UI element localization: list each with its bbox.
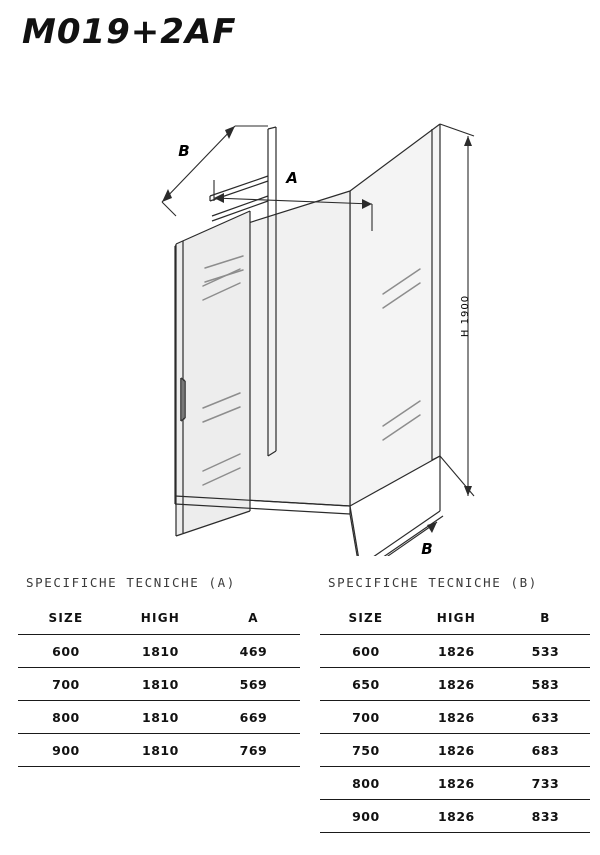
cell-size: 750 — [320, 734, 412, 767]
shower-enclosure-drawing — [0, 56, 600, 556]
page-title: M019+2AF — [22, 12, 237, 52]
cell-high: 1810 — [114, 734, 207, 767]
table-row — [320, 635, 590, 668]
spec-table-b-grid — [320, 602, 590, 833]
cell-size: 800 — [320, 767, 412, 800]
table-row — [320, 734, 590, 767]
cell-high: 1826 — [412, 734, 501, 767]
cell-high: 1810 — [114, 701, 207, 734]
spec-table-b — [320, 575, 590, 833]
table-row — [18, 635, 300, 668]
cell-high: 1826 — [412, 635, 501, 668]
table-row — [320, 701, 590, 734]
table-header-row — [18, 602, 300, 635]
hinged-door-panel — [176, 211, 250, 536]
cell-size: 650 — [320, 668, 412, 701]
column-header-size: SIZE — [320, 602, 412, 635]
table-row — [320, 668, 590, 701]
column-header-high: HIGH — [412, 602, 501, 635]
cell-size: 900 — [320, 800, 412, 833]
cell-high: 1826 — [412, 800, 501, 833]
cell-b: 533 — [501, 635, 590, 668]
dimension-label-b-bottom: B — [421, 540, 433, 556]
spec-table-b-caption: SPECIFICHE TECNICHE (B) — [328, 575, 538, 590]
cell-a: 669 — [207, 701, 300, 734]
column-header-size: SIZE — [18, 602, 114, 635]
column-header-a: A — [207, 602, 300, 635]
column-header-b: B — [501, 602, 590, 635]
spec-table-a-grid — [18, 602, 300, 767]
dimension-label-a: A — [286, 169, 298, 187]
cell-high: 1826 — [412, 701, 501, 734]
cell-size: 800 — [18, 701, 114, 734]
spec-tables — [0, 575, 600, 855]
cell-high: 1826 — [412, 767, 501, 800]
right-fixed-panel — [350, 124, 440, 506]
cell-size: 700 — [18, 668, 114, 701]
cell-b: 633 — [501, 701, 590, 734]
table-row — [18, 668, 300, 701]
spec-table-a — [18, 575, 300, 767]
cell-high: 1810 — [114, 635, 207, 668]
cell-size: 700 — [320, 701, 412, 734]
cell-size: 900 — [18, 734, 114, 767]
cell-size: 600 — [320, 635, 412, 668]
cell-high: 1810 — [114, 668, 207, 701]
dimension-b-top — [162, 126, 268, 216]
cell-b: 683 — [501, 734, 590, 767]
dimension-label-height: H 1900 — [460, 294, 471, 338]
cell-b: 733 — [501, 767, 590, 800]
dimension-label-b-top: B — [178, 142, 190, 160]
table-header-row — [320, 602, 590, 635]
cell-a: 569 — [207, 668, 300, 701]
cell-a: 769 — [207, 734, 300, 767]
table-row — [18, 701, 300, 734]
cell-a: 469 — [207, 635, 300, 668]
table-row — [320, 800, 590, 833]
table-row — [18, 734, 300, 767]
cell-b: 583 — [501, 668, 590, 701]
spec-table-a-caption: SPECIFICHE TECNICHE (A) — [26, 575, 236, 590]
cell-size: 600 — [18, 635, 114, 668]
cell-b: 833 — [501, 800, 590, 833]
technical-drawing-svg — [0, 56, 600, 556]
table-row — [320, 767, 590, 800]
cell-high: 1826 — [412, 668, 501, 701]
column-header-high: HIGH — [114, 602, 207, 635]
